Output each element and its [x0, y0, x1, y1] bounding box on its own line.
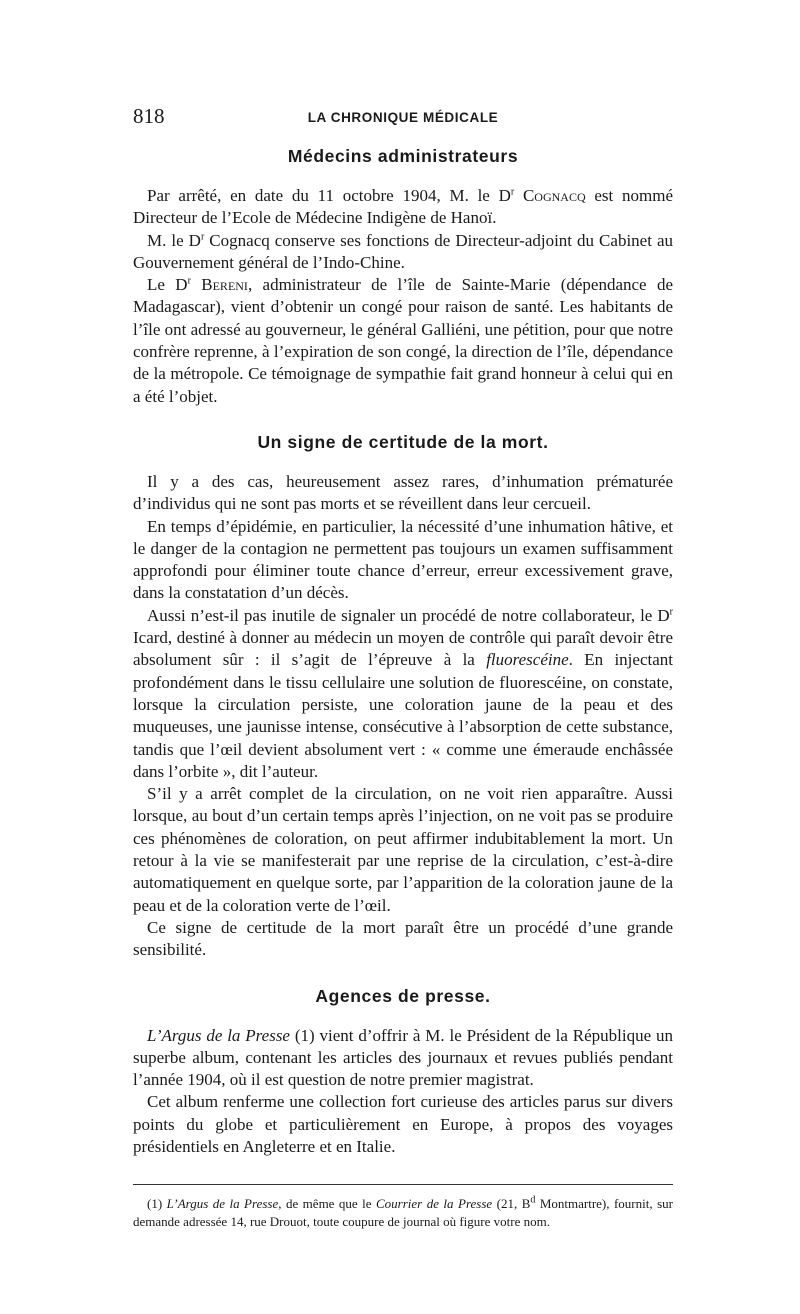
text-run: . En injectant profondément dans le tissu cellulaire une solution de fluorescéine, on constate, lorsque la circulation persiste, une coloration jaune de la peau et des muqueuses, une jaunisse intense, consécutive à l’absorption de cette substance, tandis que l’œil devient absolument vert : « comme une émeraude enchâssée dans l’orbite », dit l’auteur.	[133, 650, 673, 781]
footnote-divider	[133, 1184, 673, 1185]
running-header	[133, 104, 673, 138]
italic-title: Courrier de la Presse	[376, 1196, 493, 1212]
text-run: Aussi n’est-il pas inutile de signaler un procédé de notre collaborateur, le D	[147, 605, 670, 625]
text-run: , de même que le	[278, 1196, 376, 1212]
section-medecins-administrateurs	[133, 146, 673, 408]
italic-term: fluorescéine	[486, 650, 569, 670]
paragraph: Il y a des cas, heureusement assez rares, d’inhumation prématurée d’individus qui ne sont pas morts et se réveillent dans leur cercueil.	[133, 471, 673, 514]
section-heading: Un signe de certitude de la mort.	[257, 431, 549, 452]
superscript: r	[187, 275, 191, 287]
paragraph	[133, 605, 673, 783]
superscript: d	[530, 1194, 536, 1206]
italic-title: L’Argus de la Presse	[147, 1025, 290, 1045]
paragraph	[133, 274, 673, 408]
superscript: r	[669, 606, 673, 618]
paragraph: En temps d’épidémie, en particulier, la nécessité d’une inhumation hâtive, et le danger de la contagion ne permettent pas toujours un examen suffisamment approfondi pour éliminer toute chance d’erreur, erreur excessivement grave, dans la constatation d’un décès.	[133, 516, 673, 603]
superscript: r	[200, 230, 205, 242]
paragraph	[133, 1025, 673, 1092]
text-run: (1) vient d’offrir à M. le Président de la République un superbe album, contenant les articles des journaux et revues publiés pendant l’année 1904, où il est question de notre premier magistrat.	[133, 1025, 673, 1090]
page-number: 818	[133, 104, 165, 128]
text-run: (21, B	[492, 1196, 531, 1212]
paragraph: Cet album renferme une collection fort curieuse des articles parus sur divers points du globe et particulièrement en Europe, à propos des voyages présidentiels en Angleterre et en Italie.	[133, 1092, 673, 1156]
superscript: r	[510, 186, 515, 198]
section-signe-de-certitude	[133, 432, 673, 962]
text-run: , administrateur de l’île de Sainte-Marie (dépendance de Madagascar), vient d’obtenir un congé pour raison de santé. Les habitants de l’île ont adressé au gouverneur, le général Galliéni, une pétition, pour que notre confrère reprenne, à l’expiration de son congé, la direction de l’île, dépendance de la métropole. Ce témoignage de sympathie fait grand honneur à celui qui en a été l’objet.	[133, 275, 673, 406]
section-agences-de-presse	[133, 986, 673, 1159]
running-title: LA CHRONIQUE MÉDICALE	[307, 110, 499, 125]
name-small-caps: Bereni	[201, 275, 248, 295]
text-run: Icard, destiné à donner au médecin un moyen de contrôle qui paraît devoir être absolument sûr : il s’agit de l’épreuve à la	[133, 628, 673, 670]
footnote-marker: (1)	[147, 1196, 167, 1212]
section-heading: Agences de presse.	[315, 985, 491, 1006]
paragraph	[133, 230, 673, 275]
text-run: Le D	[147, 275, 188, 295]
text-run: Cognacq conserve ses fonctions de Directeur-adjoint du Cabinet au Gouvernement général de l’Indo-Chine.	[133, 230, 673, 272]
footnote	[133, 1195, 673, 1231]
paragraph: S’il y a arrêt complet de la circulation, on ne voit rien apparaître. Aussi lorsque, au bout d’un certain temps après l’injection, on ne voit pas se produire ces phénomènes de coloration, on peut affirmer indubitablement la mort. Un retour à la vie se manifesterait par une reprise de la circulation, c’est-à-dire automatiquement en quelque sorte, par l’apparition de la coloration jaune de la peau et de la coloration verte de l’œil.	[133, 784, 673, 915]
text-run: M. le D	[147, 230, 201, 250]
paragraph: Ce signe de certitude de la mort paraît être un procédé d’une grande sensibilité.	[133, 917, 673, 960]
name-small-caps: Cognacq	[522, 186, 586, 205]
section-heading: Médecins administrateurs	[287, 146, 519, 166]
text-run: est nommé Directeur de l’Ecole de Médecine Indigène de Hanoï.	[133, 186, 673, 228]
paragraph	[133, 185, 673, 230]
italic-title: L’Argus de la Presse	[166, 1196, 279, 1212]
page-body	[133, 146, 673, 1231]
text-run: Montmartre), fournit, sur demande adressée 14, rue Drouot, toute coupure de journal où figure votre nom.	[133, 1196, 673, 1230]
text-run: Par arrêté, en date du 11 octobre 1904, M. le D	[147, 186, 511, 205]
